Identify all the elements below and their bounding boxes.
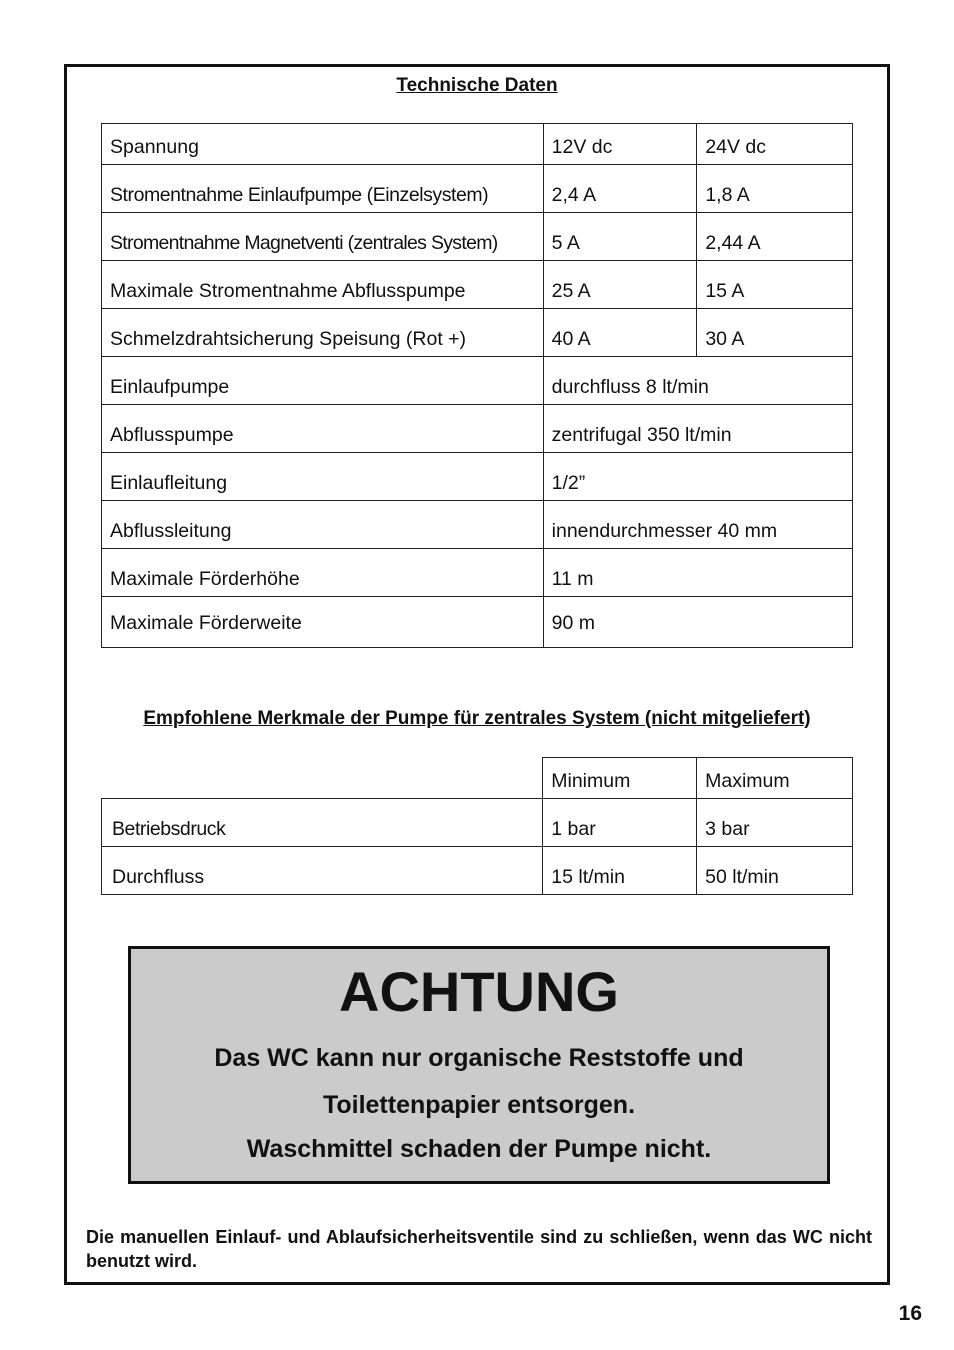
table-cell: 90 m	[543, 597, 852, 648]
table-cell: 25 A	[543, 261, 697, 309]
table-cell: durchfluss 8 lt/min	[543, 357, 852, 405]
table-cell: 11 m	[543, 549, 852, 597]
table-cell: 2,44 A	[697, 213, 853, 261]
technical-data-title: Technische Daten	[396, 75, 558, 96]
table-row	[102, 597, 853, 648]
table-cell: 30 A	[697, 309, 853, 357]
table-cell: innendurchmesser 40 mm	[543, 501, 852, 549]
technical-data-table	[101, 123, 853, 648]
table-cell: Stromentnahme Magnetventi (zentrales System)	[102, 213, 544, 261]
pump-recommendation-title: Empfohlene Merkmale der Pumpe für zentrales System (nicht mitgeliefert)	[143, 708, 811, 729]
pump-recommendation-table	[101, 757, 853, 895]
table-row	[102, 453, 853, 501]
table-cell: 15 lt/min	[543, 847, 697, 895]
table-cell: Betriebsdruck	[102, 799, 543, 847]
table-header-cell: Minimum	[543, 758, 697, 799]
table-row	[102, 847, 853, 895]
table-cell: Maximale Stromentnahme Abflusspumpe	[102, 261, 544, 309]
table-cell: 50 lt/min	[697, 847, 853, 895]
table-row	[102, 309, 853, 357]
table-header-row	[102, 758, 853, 799]
warning-line: Das WC kann nur organische Reststoffe und	[214, 1044, 744, 1072]
table-header-blank	[102, 758, 543, 799]
table-cell: 12V dc	[543, 124, 697, 165]
table-row	[102, 799, 853, 847]
table-cell: 1,8 A	[697, 165, 853, 213]
table-row	[102, 405, 853, 453]
table-row	[102, 213, 853, 261]
warning-headline: ACHTUNG	[339, 960, 619, 1023]
table-cell: Abflussleitung	[102, 501, 544, 549]
table-row	[102, 501, 853, 549]
table-row	[102, 549, 853, 597]
table-cell: Schmelzdrahtsicherung Speisung (Rot +)	[102, 309, 544, 357]
table-cell: Einlaufpumpe	[102, 357, 544, 405]
table-cell: 24V dc	[697, 124, 853, 165]
table-cell: Stromentnahme Einlaufpumpe (Einzelsystem)	[102, 165, 544, 213]
table-cell: Maximale Förderhöhe	[102, 549, 544, 597]
table-cell: Einlaufleitung	[102, 453, 544, 501]
table-cell: 1/2”	[543, 453, 852, 501]
warning-box	[128, 946, 830, 1184]
table-cell: Spannung	[102, 124, 544, 165]
table-row	[102, 357, 853, 405]
table-cell: 40 A	[543, 309, 697, 357]
table-row	[102, 261, 853, 309]
table-cell: 3 bar	[697, 799, 853, 847]
table-cell: 5 A	[543, 213, 697, 261]
table-cell: 1 bar	[543, 799, 697, 847]
table-cell: 15 A	[697, 261, 853, 309]
table-cell: Durchfluss	[102, 847, 543, 895]
table-cell: Abflusspumpe	[102, 405, 544, 453]
table-header-cell: Maximum	[697, 758, 853, 799]
table-cell: zentrifugal 350 lt/min	[543, 405, 852, 453]
table-cell: Maximale Förderweite	[102, 597, 544, 648]
table-cell: 2,4 A	[543, 165, 697, 213]
warning-line: Toilettenpapier entsorgen.	[322, 1091, 636, 1119]
page-number: 16	[898, 1302, 922, 1325]
closing-note: Die manuellen Einlauf- und Ablaufsicherheitsventile sind zu schließen, wenn das WC nicht benutzt wird.	[86, 1227, 872, 1271]
warning-line: Waschmittel schaden der Pumpe nicht.	[246, 1135, 712, 1163]
table-row	[102, 124, 853, 165]
table-row	[102, 165, 853, 213]
